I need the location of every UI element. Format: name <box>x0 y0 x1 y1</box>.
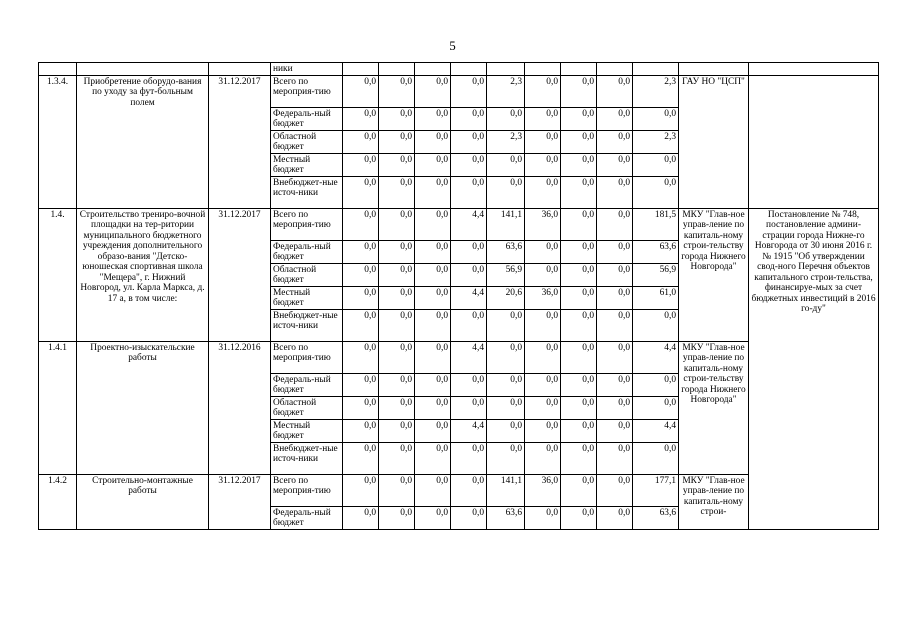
value-cell: 0,0 <box>597 240 633 263</box>
value-cell: 0,0 <box>343 263 379 286</box>
value-cell: 0,0 <box>379 419 415 442</box>
value-cell: 0,0 <box>561 153 597 176</box>
value-cell: 0,0 <box>633 442 679 474</box>
value-cell: 0,0 <box>633 396 679 419</box>
source-cell: Внебюджет-ные источ-ники <box>271 176 343 208</box>
empty-cell <box>343 63 379 76</box>
value-cell: 0,0 <box>415 419 451 442</box>
value-cell: 0,0 <box>561 176 597 208</box>
value-cell: 0,0 <box>597 442 633 474</box>
value-cell: 0,0 <box>525 176 561 208</box>
value-cell: 0,0 <box>561 130 597 153</box>
item-name-cell: Строительно-монтажные работы <box>77 474 209 529</box>
value-cell: 4,4 <box>633 419 679 442</box>
empty-cell <box>379 63 415 76</box>
value-cell: 0,0 <box>415 75 451 107</box>
source-cell: Внебюджет-ные источ-ники <box>271 442 343 474</box>
value-cell: 0,0 <box>487 153 525 176</box>
value-cell: 63,6 <box>487 240 525 263</box>
source-cell: Всего по мероприя-тию <box>271 208 343 240</box>
value-cell: 0,0 <box>487 419 525 442</box>
value-cell: 0,0 <box>597 373 633 396</box>
value-cell: 0,0 <box>597 75 633 107</box>
value-cell: 2,3 <box>633 130 679 153</box>
value-cell: 0,0 <box>487 107 525 130</box>
value-cell: 4,4 <box>451 208 487 240</box>
value-cell: 0,0 <box>415 474 451 506</box>
value-cell: 0,0 <box>561 107 597 130</box>
source-cell: Федераль-ный бюджет <box>271 506 343 529</box>
source-cell: Федераль-ный бюджет <box>271 107 343 130</box>
value-cell: 0,0 <box>379 130 415 153</box>
value-cell: 0,0 <box>633 309 679 341</box>
value-cell: 0,0 <box>415 341 451 373</box>
empty-cell <box>749 63 879 76</box>
value-cell: 0,0 <box>561 419 597 442</box>
value-cell: 0,0 <box>343 176 379 208</box>
value-cell: 0,0 <box>525 263 561 286</box>
value-cell: 0,0 <box>343 419 379 442</box>
value-cell: 2,3 <box>487 75 525 107</box>
value-cell: 0,0 <box>379 506 415 529</box>
value-cell: 0,0 <box>597 309 633 341</box>
value-cell: 0,0 <box>597 506 633 529</box>
value-cell: 0,0 <box>597 396 633 419</box>
item-name-cell: Строительство трениро-вочной площадки на тер-ритории муниципального бюджетного учреждения дополнительного образо-вания "Детско-юношеская спортивная школа "Мещера", г. Нижний Новгород, ул. Карла Маркса, д. 17 а, в том числе: <box>77 208 209 341</box>
page-number: 5 <box>449 38 456 53</box>
value-cell: 56,9 <box>633 263 679 286</box>
value-cell: 0,0 <box>379 240 415 263</box>
value-cell: 0,0 <box>415 130 451 153</box>
value-cell: 0,0 <box>343 341 379 373</box>
value-cell: 0,0 <box>561 396 597 419</box>
empty-cell <box>39 63 77 76</box>
value-cell: 0,0 <box>415 286 451 309</box>
executor-cell: МКУ "Глав-ное управ-ление по капиталь-ному строи- <box>679 474 749 529</box>
value-cell: 141,1 <box>487 474 525 506</box>
value-cell: 177,1 <box>633 474 679 506</box>
value-cell: 0,0 <box>343 240 379 263</box>
value-cell: 0,0 <box>525 75 561 107</box>
value-cell: 0,0 <box>451 373 487 396</box>
value-cell: 0,0 <box>451 240 487 263</box>
source-cell: Областной бюджет <box>271 130 343 153</box>
item-code-cell: 1.4.1 <box>39 341 77 474</box>
value-cell: 0,0 <box>451 442 487 474</box>
empty-cell <box>451 63 487 76</box>
value-cell: 0,0 <box>633 176 679 208</box>
value-cell: 0,0 <box>379 176 415 208</box>
value-cell: 0,0 <box>561 208 597 240</box>
value-cell: 0,0 <box>451 107 487 130</box>
value-cell: 0,0 <box>451 474 487 506</box>
value-cell: 181,5 <box>633 208 679 240</box>
value-cell: 0,0 <box>415 263 451 286</box>
empty-cell <box>749 75 879 208</box>
value-cell: 20,6 <box>487 286 525 309</box>
value-cell: 0,0 <box>343 506 379 529</box>
value-cell: 0,0 <box>597 286 633 309</box>
executor-cell: ГАУ НО "ЦСП" <box>679 75 749 208</box>
value-cell: 4,4 <box>451 286 487 309</box>
value-cell: 0,0 <box>487 442 525 474</box>
value-cell: 63,6 <box>633 240 679 263</box>
value-cell: 0,0 <box>561 442 597 474</box>
value-cell: 56,9 <box>487 263 525 286</box>
value-cell: 0,0 <box>597 130 633 153</box>
value-cell: 0,0 <box>379 474 415 506</box>
item-date-cell: 31.12.2017 <box>209 75 271 208</box>
value-cell: 0,0 <box>633 373 679 396</box>
source-cell: Местный бюджет <box>271 286 343 309</box>
value-cell: 0,0 <box>343 373 379 396</box>
value-cell: 0,0 <box>525 419 561 442</box>
value-cell: 2,3 <box>487 130 525 153</box>
value-cell: 0,0 <box>561 75 597 107</box>
executor-cell: МКУ "Глав-ное управ-ление по капиталь-ному строи-тельству города Нижнего Новгорода" <box>679 208 749 341</box>
value-cell: 0,0 <box>343 208 379 240</box>
value-cell: 0,0 <box>379 208 415 240</box>
value-cell: 141,1 <box>487 208 525 240</box>
value-cell: 0,0 <box>525 240 561 263</box>
table-row <box>39 75 879 107</box>
item-name-cell: Приобретение оборудо-вания по уходу за фут-больным полем <box>77 75 209 208</box>
table-body <box>39 63 879 530</box>
item-date-cell: 31.12.2016 <box>209 341 271 474</box>
value-cell: 63,6 <box>487 506 525 529</box>
value-cell: 0,0 <box>415 176 451 208</box>
source-cell: Всего по мероприя-тию <box>271 474 343 506</box>
value-cell: 4,4 <box>451 341 487 373</box>
empty-cell <box>209 63 271 76</box>
budget-table <box>38 62 879 530</box>
value-cell: 0,0 <box>379 263 415 286</box>
value-cell: 0,0 <box>597 107 633 130</box>
value-cell: 0,0 <box>487 341 525 373</box>
value-cell: 0,0 <box>415 309 451 341</box>
table-row <box>39 208 879 240</box>
empty-cell <box>597 63 633 76</box>
value-cell: 0,0 <box>343 309 379 341</box>
value-cell: 0,0 <box>561 373 597 396</box>
item-name-cell: Проектно-изыскательские работы <box>77 341 209 474</box>
value-cell: 0,0 <box>525 373 561 396</box>
value-cell: 63,6 <box>633 506 679 529</box>
value-cell: 0,0 <box>525 107 561 130</box>
source-cell: Местный бюджет <box>271 153 343 176</box>
value-cell: 0,0 <box>597 341 633 373</box>
value-cell: 0,0 <box>525 396 561 419</box>
value-cell: 0,0 <box>525 130 561 153</box>
value-cell: 0,0 <box>597 419 633 442</box>
empty-cell <box>77 63 209 76</box>
item-date-cell: 31.12.2017 <box>209 208 271 341</box>
value-cell: 0,0 <box>415 373 451 396</box>
value-cell: 0,0 <box>597 263 633 286</box>
item-date-cell: 31.12.2017 <box>209 474 271 529</box>
table-row <box>39 63 879 76</box>
value-cell: 0,0 <box>343 442 379 474</box>
value-cell: 4,4 <box>451 419 487 442</box>
value-cell: 0,0 <box>597 153 633 176</box>
value-cell: 0,0 <box>561 263 597 286</box>
value-cell: 0,0 <box>561 309 597 341</box>
value-cell: 0,0 <box>487 309 525 341</box>
source-cell: ники <box>271 63 343 76</box>
source-cell: Всего по мероприя-тию <box>271 75 343 107</box>
value-cell: 61,0 <box>633 286 679 309</box>
basis-cell: Постановление № 748, постановление админи-страции города Нижне-го Новгорода от 30 июня 2016 г. № 1915 "Об утверждении свод-ного Перечня объектов капитального строи-тельства, финансируе-мых за счет бюджетных инвестиций в 2016 го-ду" <box>749 208 879 529</box>
source-cell: Федераль-ный бюджет <box>271 240 343 263</box>
value-cell: 0,0 <box>597 474 633 506</box>
value-cell: 0,0 <box>343 130 379 153</box>
value-cell: 2,3 <box>633 75 679 107</box>
value-cell: 0,0 <box>343 286 379 309</box>
value-cell: 0,0 <box>415 153 451 176</box>
value-cell: 0,0 <box>379 396 415 419</box>
value-cell: 0,0 <box>561 506 597 529</box>
item-code-cell: 1.3.4. <box>39 75 77 208</box>
value-cell: 0,0 <box>525 153 561 176</box>
value-cell: 0,0 <box>379 341 415 373</box>
value-cell: 0,0 <box>379 309 415 341</box>
value-cell: 0,0 <box>561 240 597 263</box>
value-cell: 0,0 <box>451 153 487 176</box>
value-cell: 0,0 <box>379 442 415 474</box>
item-code-cell: 1.4. <box>39 208 77 341</box>
value-cell: 0,0 <box>451 130 487 153</box>
value-cell: 0,0 <box>343 153 379 176</box>
value-cell: 0,0 <box>451 263 487 286</box>
value-cell: 0,0 <box>379 373 415 396</box>
value-cell: 0,0 <box>379 107 415 130</box>
empty-cell <box>633 63 679 76</box>
source-cell: Всего по мероприя-тию <box>271 341 343 373</box>
value-cell: 0,0 <box>415 506 451 529</box>
value-cell: 0,0 <box>525 442 561 474</box>
value-cell: 0,0 <box>415 107 451 130</box>
value-cell: 0,0 <box>597 176 633 208</box>
value-cell: 0,0 <box>487 396 525 419</box>
value-cell: 0,0 <box>343 107 379 130</box>
value-cell: 0,0 <box>379 75 415 107</box>
source-cell: Федераль-ный бюджет <box>271 373 343 396</box>
value-cell: 0,0 <box>561 474 597 506</box>
value-cell: 0,0 <box>597 208 633 240</box>
value-cell: 0,0 <box>487 373 525 396</box>
source-cell: Областной бюджет <box>271 263 343 286</box>
value-cell: 0,0 <box>451 176 487 208</box>
value-cell: 0,0 <box>415 396 451 419</box>
empty-cell <box>679 63 749 76</box>
value-cell: 0,0 <box>451 309 487 341</box>
value-cell: 0,0 <box>487 176 525 208</box>
value-cell: 0,0 <box>379 286 415 309</box>
source-cell: Внебюджет-ные источ-ники <box>271 309 343 341</box>
value-cell: 0,0 <box>525 309 561 341</box>
value-cell: 0,0 <box>525 506 561 529</box>
value-cell: 0,0 <box>451 506 487 529</box>
value-cell: 0,0 <box>415 240 451 263</box>
value-cell: 0,0 <box>343 396 379 419</box>
source-cell: Областной бюджет <box>271 396 343 419</box>
value-cell: 0,0 <box>451 396 487 419</box>
empty-cell <box>561 63 597 76</box>
value-cell: 0,0 <box>451 75 487 107</box>
value-cell: 0,0 <box>343 474 379 506</box>
value-cell: 36,0 <box>525 474 561 506</box>
value-cell: 0,0 <box>343 75 379 107</box>
empty-cell <box>415 63 451 76</box>
value-cell: 36,0 <box>525 286 561 309</box>
value-cell: 4,4 <box>633 341 679 373</box>
item-code-cell: 1.4.2 <box>39 474 77 529</box>
value-cell: 0,0 <box>379 153 415 176</box>
value-cell: 0,0 <box>525 341 561 373</box>
empty-cell <box>525 63 561 76</box>
value-cell: 0,0 <box>561 286 597 309</box>
value-cell: 0,0 <box>561 341 597 373</box>
value-cell: 0,0 <box>415 208 451 240</box>
source-cell: Местный бюджет <box>271 419 343 442</box>
empty-cell <box>487 63 525 76</box>
value-cell: 0,0 <box>415 442 451 474</box>
value-cell: 0,0 <box>633 107 679 130</box>
value-cell: 36,0 <box>525 208 561 240</box>
executor-cell: МКУ "Глав-ное управ-ление по капиталь-ному строи-тельству города Нижнего Новгорода" <box>679 341 749 474</box>
value-cell: 0,0 <box>633 153 679 176</box>
